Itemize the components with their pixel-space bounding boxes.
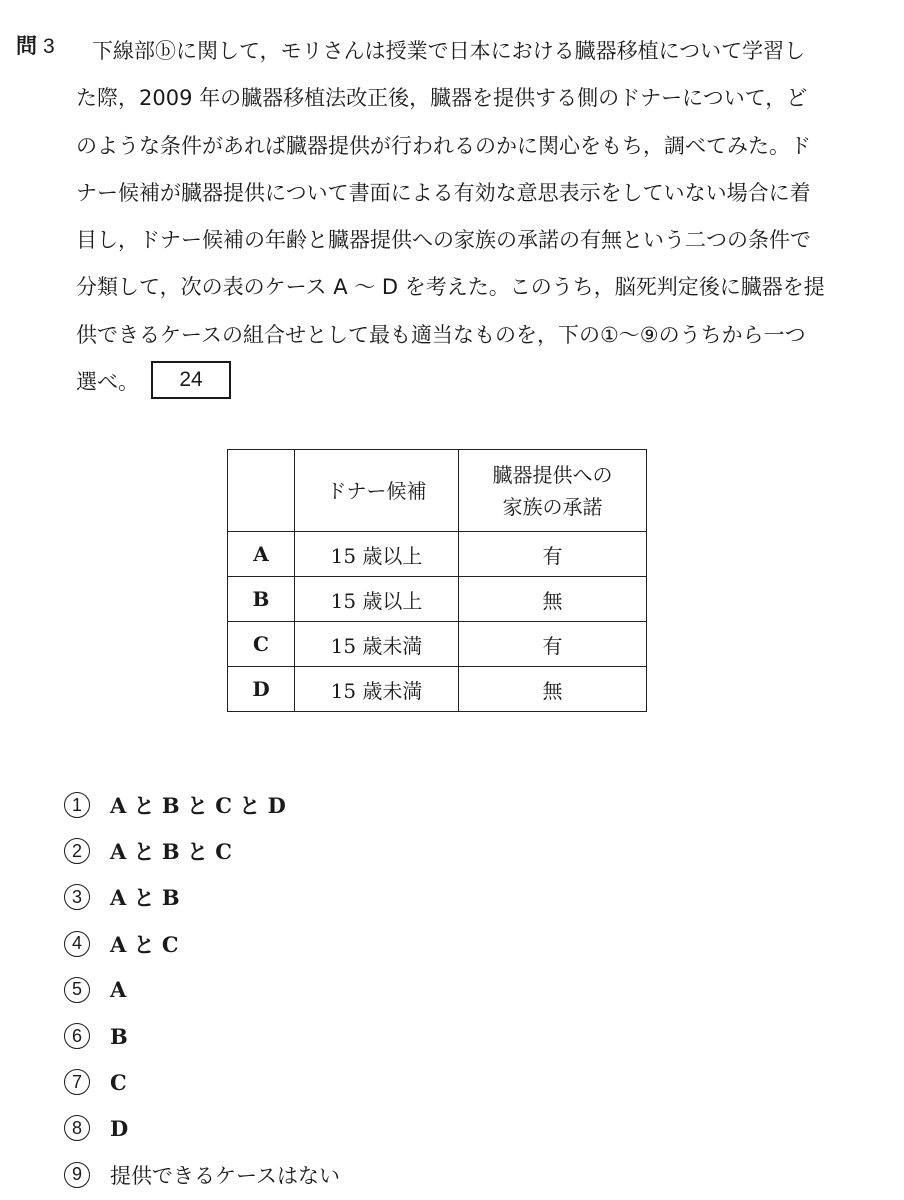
choice-number-circle: 1 [64, 792, 90, 818]
question-line: 下線部ⓑに関して，モリさんは授業で日本における臓器移植について学習し [92, 39, 806, 63]
consent-cell: 無 [459, 577, 647, 622]
question-line-last [76, 359, 884, 406]
choice-item[interactable] [64, 874, 340, 920]
choice-text: 提供できるケースはない [110, 1163, 340, 1188]
table-row [228, 577, 647, 622]
choice-text: A と B と C [110, 839, 233, 865]
table-header-blank [228, 450, 295, 532]
question-text [76, 28, 884, 406]
answer-choices [64, 782, 340, 1198]
choice-text: C [110, 1069, 127, 1095]
choice-text: A と C [110, 931, 179, 957]
table-header-consent [459, 450, 647, 532]
donor-age-cell: 15 歳以上 [295, 577, 459, 622]
question-line: た際，2009 年の臓器移植法改正後，臓器を提供する側のドナーについて，ど [76, 86, 808, 111]
choice-text: A [110, 977, 127, 1003]
choice-item[interactable] [64, 1105, 340, 1151]
donor-age-cell: 15 歳未満 [295, 622, 459, 667]
choice-number-circle: 7 [64, 1069, 90, 1095]
table-row [228, 532, 647, 577]
choice-item[interactable] [64, 967, 340, 1013]
choice-number-circle: 9 [64, 1162, 90, 1188]
question-line: 分類して，次の表のケース A ～ D を考えた。このうち，脳死判定後に臓器を提 [76, 275, 825, 300]
consent-cell: 有 [459, 622, 647, 667]
table-header-row [228, 450, 647, 532]
case-label: B [228, 577, 295, 622]
choice-text: B [110, 1023, 128, 1049]
choice-text: A と B [110, 885, 180, 911]
question-line: 選べ。 [76, 370, 139, 395]
choice-number-circle: 5 [64, 977, 90, 1003]
choice-number-circle: 6 [64, 1023, 90, 1049]
choice-number-circle: 3 [64, 884, 90, 910]
question-line: のような条件があれば臓器提供が行われるのかに関心をもち，調べてみた。ド [76, 133, 811, 158]
question-line: 目し，ドナー候補の年齢と臓器提供への家族の承諾の有無という二つの条件で [76, 228, 811, 253]
choice-item[interactable] [64, 782, 340, 828]
table-row [228, 622, 647, 667]
choice-item[interactable] [64, 1059, 340, 1105]
donor-age-cell: 15 歳以上 [295, 532, 459, 577]
case-label: A [228, 532, 295, 577]
choice-item[interactable] [64, 1013, 340, 1059]
question-line: ナー候補が臓器提供について書面による有効な意思表示をしていない場合に着 [76, 180, 811, 205]
donor-age-cell: 15 歳未満 [295, 667, 459, 712]
choice-text: A と B と C と D [110, 793, 286, 819]
table-row [228, 667, 647, 712]
choice-item[interactable] [64, 1152, 340, 1198]
answer-number-box: 24 [151, 361, 231, 399]
case-table [227, 449, 647, 712]
choice-text: D [110, 1115, 129, 1141]
consent-cell: 有 [459, 532, 647, 577]
question-number [16, 28, 55, 65]
consent-cell: 無 [459, 667, 647, 712]
question-line: 供できるケースの組合せとして最も適当なものを，下の①～⑨のうちから一つ [76, 322, 806, 347]
table-header-donor: ドナー候補 [295, 450, 459, 532]
table-header-consent-line2: 家族の承諾 [502, 494, 603, 519]
case-label: D [228, 667, 295, 712]
choice-item[interactable] [64, 828, 340, 874]
choice-item[interactable] [64, 921, 340, 967]
table-header-consent-line1: 臓器提供への [492, 462, 613, 487]
choice-number-circle: 2 [64, 838, 90, 864]
question-label: 問 [16, 34, 37, 58]
choice-number-circle: 8 [64, 1115, 90, 1141]
choice-number-circle: 4 [64, 931, 90, 957]
case-label: C [228, 622, 295, 667]
question-number-digit: 3 [43, 35, 55, 58]
